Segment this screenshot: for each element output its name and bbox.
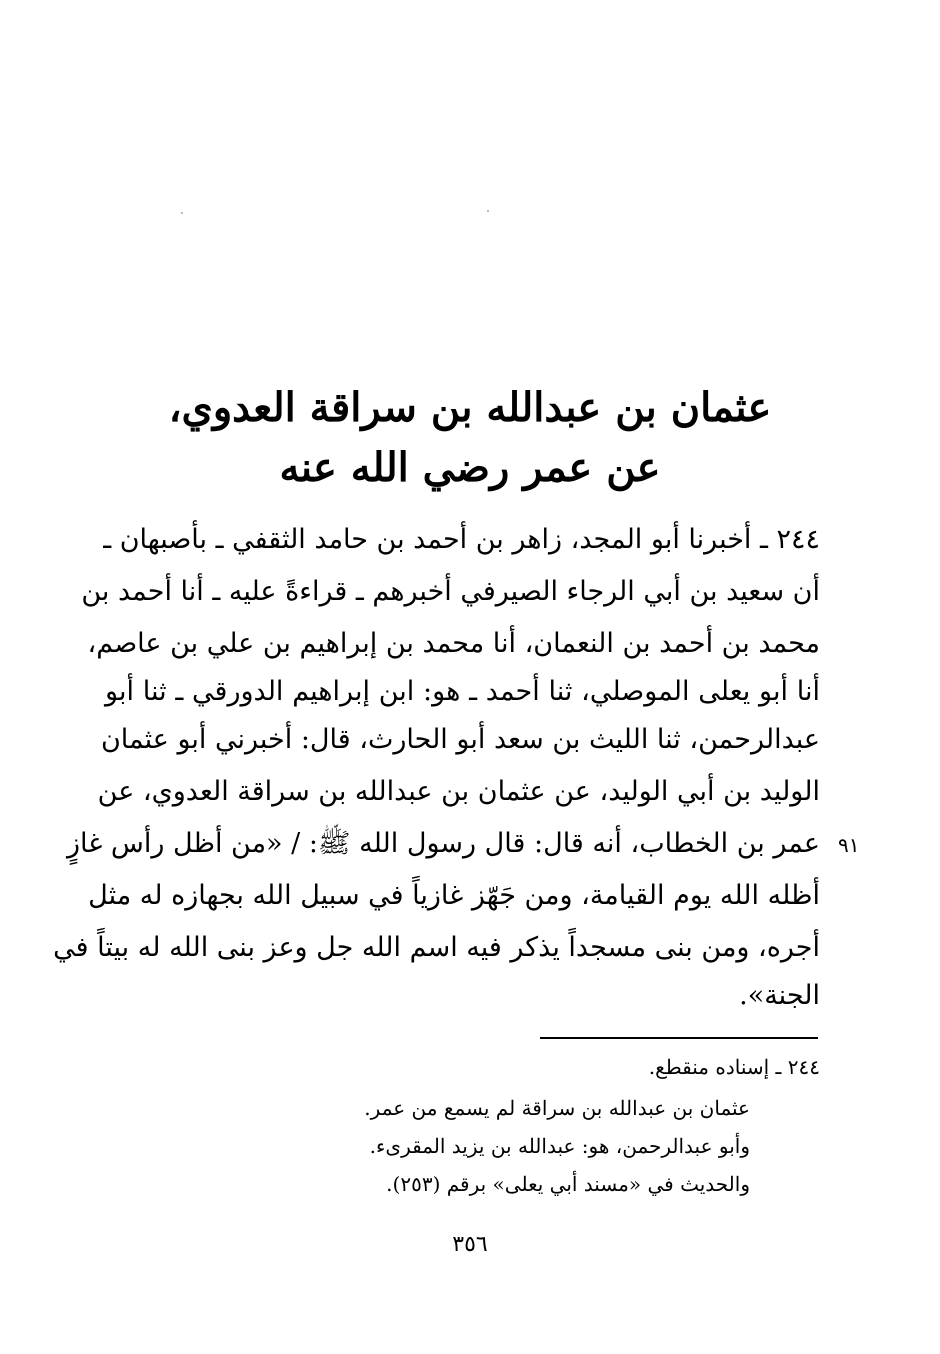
- margin-page-reference: ٩١: [838, 833, 860, 857]
- hadith-text-line: الوليد بن أبي الوليد، عن عثمان بن عبدالله بن سراقة العدوي، عن: [97, 776, 820, 807]
- footnote-line: والحديث في «مسند أبي يعلى» برقم (٢٥٣).: [386, 1172, 750, 1196]
- hadith-text-line: أن سعيد بن أبي الرجاء الصيرفي أخبرهم ـ قراءةً عليه ـ أنا أحمد بن: [81, 576, 820, 607]
- footnote-line: عثمان بن عبدالله بن سراقة لم يسمع من عمر.: [364, 1096, 750, 1120]
- hadith-text-line: أجره، ومن بنى مسجداً يذكر فيه اسم الله جل وعز بنى الله له بيتاً في: [53, 932, 820, 963]
- hadith-text-line: أنا أبو يعلى الموصلي، ثنا أحمد ـ هو: ابن إبراهيم الدورقي ـ ثنا أبو: [105, 676, 820, 707]
- footnote-line: وأبو عبدالرحمن، هو: عبدالله بن يزيد المقرىء.: [369, 1134, 750, 1158]
- chapter-title-line-1: عثمان بن عبدالله بن سراقة العدوي،: [168, 384, 772, 431]
- page-number: ٣٥٦: [452, 1232, 488, 1257]
- hadith-text-line: عبدالرحمن، ثنا الليث بن سعد أبو الحارث، قال: أخبرني أبو عثمان: [100, 724, 820, 755]
- hadith-text-line: أظله الله يوم القيامة، ومن جَهّز غازياً في سبيل الله بجهازه له مثل: [88, 880, 820, 911]
- paper-speck: [181, 212, 183, 214]
- footnote-line: ٢٤٤ ـ إسناده منقطع.: [648, 1055, 820, 1079]
- hadith-text-line: محمد بن أحمد بن النعمان، أنا محمد بن إبراهيم بن علي بن عاصم،: [87, 628, 820, 659]
- hadith-text-line: عمر بن الخطاب، أنه قال: قال رسول الله ﷺ: / «من أظل رأس غازٍ: [66, 828, 820, 859]
- hadith-text-line: الجنة».: [739, 980, 820, 1011]
- paper-speck: [487, 210, 489, 212]
- chapter-title-line-2: عن عمر رضي الله عنه: [279, 444, 661, 491]
- footnote-separator: [540, 1037, 818, 1039]
- hadith-text-line: ٢٤٤ ـ أخبرنا أبو المجد، زاهر بن أحمد بن حامد الثقفي ـ بأصبهان ـ: [103, 524, 820, 555]
